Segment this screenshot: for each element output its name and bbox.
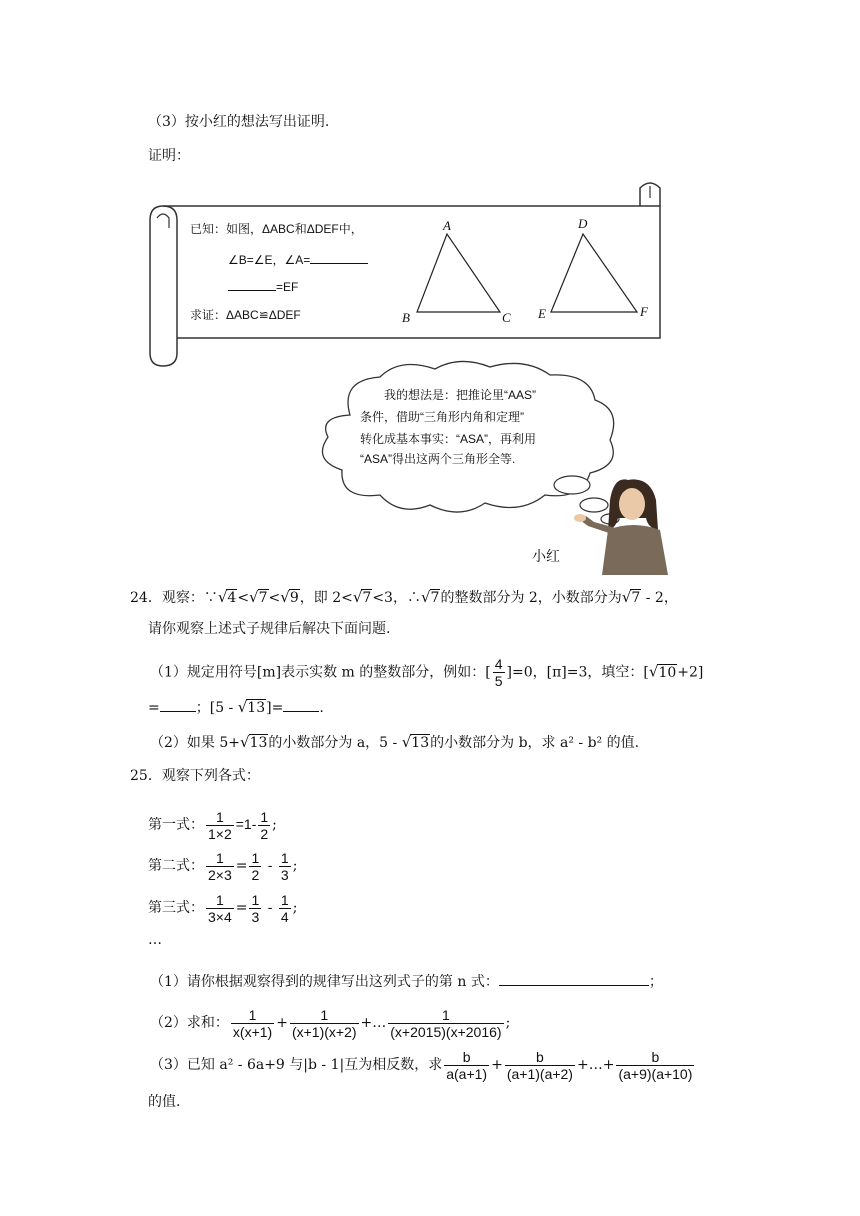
character-name: 小红: [532, 548, 560, 564]
vertex-a: A: [443, 218, 451, 233]
vertex-b: B: [402, 310, 410, 325]
thought-line3: 转化成基本事实：“ASA”，再利用: [360, 432, 537, 446]
q25-part2: （2）求和： $\frac{1}{x(x+1)}$ + $\frac{1}{(x+1)(x+2)}$ +… $\frac{1}{(x+2015)(x+2016)}$ ;: [150, 1006, 511, 1040]
answer-blank-1[interactable]: [160, 697, 196, 712]
girl-illustration: [568, 470, 688, 575]
triangle-abc: [410, 228, 510, 318]
q25-part3-end: 的值.: [148, 1094, 181, 1110]
q25-part3: （3）已知 a² - 6a+9 与|b - 1|互为相反数，求 $\frac{b}{a(a+1)}$ + $\frac{b}{(a+1)(a+2)}$ +…+ $\frac{b}{(a+9)(a+10)}$: [150, 1048, 693, 1082]
triangle-def: [545, 228, 645, 318]
q24-part1-cont: = ；[5 - √13]= .: [148, 698, 324, 716]
prove-line: 求证：ΔABC≌ΔDEF: [190, 308, 301, 322]
given-line3: =EF: [228, 276, 298, 294]
q24-part2: （2）如果 5+√13的小数部分为 a，5 - √13的小数部分为 b，求 a² - b² 的值.: [150, 733, 640, 751]
q24-part1: （1）规定用符号[m]表示实数 m 的整数部分，例如：[ $\frac{4}{5}$ ]=0，[π]=3，填空：[√10+2]: [150, 656, 704, 689]
q24-line1: 24．观察：∵√4<√7<√9，即 2<√7<3，∴√7的整数部分为 2，小数部分为√7 - 2，: [130, 588, 678, 606]
answer-blank-2[interactable]: [283, 697, 319, 712]
thought-line4: “ASA”得出这两个三角形全等.: [360, 452, 516, 466]
fraction-4-5: $\frac{4}{5}$: [494, 656, 503, 689]
nth-formula-blank[interactable]: [499, 971, 649, 986]
vertex-e: E: [538, 306, 546, 321]
thought-line2: 条件，借助“三角形内角和定理”: [360, 410, 524, 424]
q25-part1: （1）请你根据观察得到的规律写出这列式子的第 n 式： ；: [150, 971, 663, 992]
given-line1: 已知：如图，ΔABC和ΔDEF中，: [190, 222, 363, 236]
proof-label: 证明：: [148, 148, 190, 164]
thought-line1: 我的想法是：把推论里“AAS”: [384, 388, 537, 402]
given-line2: ∠B=∠E，∠A=: [228, 249, 368, 268]
vertex-f: F: [640, 304, 648, 319]
q25-formula1: 第一式： $\frac{1}{1\times 2}$ =1- $\frac{1}{2}$ ;: [148, 808, 277, 842]
q23-part3: （3）按小红的想法写出证明.: [148, 114, 330, 130]
q25-formula2: 第二式： $\frac{1}{2\times 3}$ = $\frac{1}{2}$ - $\frac{1}{3}$ ;: [148, 849, 298, 883]
q25-ellipsis: …: [148, 932, 162, 948]
q25-formula3: 第三式： $\frac{1}{3\times 4}$ = $\frac{1}{3}$ - $\frac{1}{4}$ ;: [148, 891, 298, 925]
vertex-d: D: [578, 216, 588, 231]
q24-line2: 请你观察上述式子规律后解决下面问题.: [148, 621, 391, 637]
given-blank-2[interactable]: [228, 276, 276, 291]
q25-title: 25．观察下列各式：: [130, 768, 260, 784]
vertex-c: C: [502, 310, 511, 325]
given-blank-1[interactable]: [310, 249, 368, 264]
